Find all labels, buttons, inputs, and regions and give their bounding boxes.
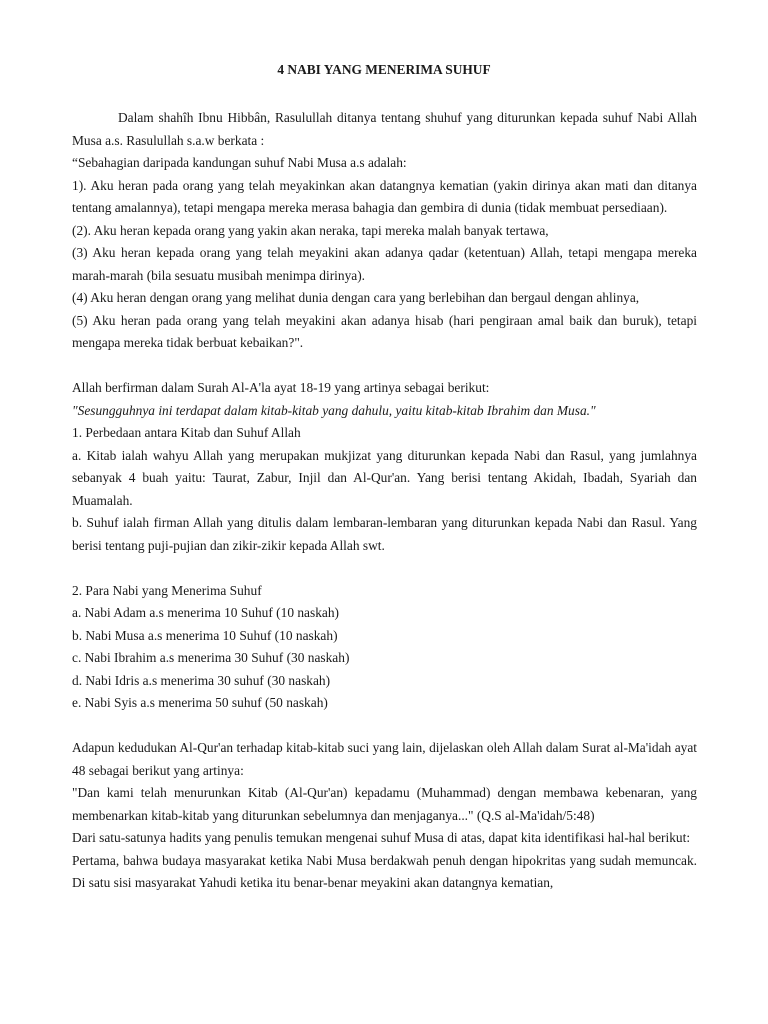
document-body	[72, 107, 697, 895]
firman-intro: Allah berfirman dalam Surah Al-A'la ayat 18-19 yang artinya sebagai berikut:	[72, 380, 490, 395]
musa-point-4: (4) Aku heran dengan orang yang melihat dunia dengan cara yang berlebihan dan bergaul dengan ahlinya,	[72, 290, 640, 305]
intro-paragraph: Dalam shahîh Ibnu Hibbân, Rasulullah ditanya tentang shuhuf yang diturunkan kepada suhuf Nabi Allah Musa a.s. Rasulullah s.a.w berkata :	[72, 110, 697, 148]
quote-opening: “Sebahagian daripada kandungan suhuf Nabi Musa a.s adalah:	[72, 155, 407, 170]
section2-item-c: c. Nabi Ibrahim a.s menerima 30 Suhuf (30 naskah)	[72, 650, 350, 665]
section1-heading: 1. Perbedaan antara Kitab dan Suhuf Allah	[72, 425, 301, 440]
section2-item-b: b. Nabi Musa a.s menerima 10 Suhuf (10 naskah)	[72, 627, 338, 643]
section2-heading: 2. Para Nabi yang Menerima Suhuf	[72, 582, 262, 598]
quran-intro: Adapun kedudukan Al-Qur'an terhadap kitab-kitab suci yang lain, dijelaskan oleh Allah dalam Surat al-Ma'idah ayat 48 sebagai berikut yang artinya:	[72, 740, 697, 778]
spacer	[72, 557, 697, 580]
musa-point-5: (5) Aku heran pada orang yang telah meyakini akan adanya hisab (hari pengiraan amal baik dan buruk), tetapi mengapa mereka tidak berbuat kebaikan?".	[72, 312, 697, 350]
musa-point-3: (3) Aku heran kepada orang yang telah meyakini akan adanya qadar (ketentuan) Allah, tetapi mengapa mereka marah-marah (bila sesuatu musibah menimpa dirinya).	[72, 245, 697, 283]
musa-point-2: (2). Aku heran kepada orang yang yakin akan neraka, tapi mereka malah banyak tertawa,	[72, 222, 549, 238]
quran-quote: "Dan kami telah menurunkan Kitab (Al-Qur'an) kepadamu (Muhammad) dengan membawa kebenaran, yang membenarkan kitab-kitab yang diturunkan sebelumnya dan menjaganya..." (Q.S al-Ma'idah/5:48)	[72, 785, 697, 823]
musa-point-1: 1). Aku heran pada orang yang telah meyakinkan akan datangnya kematian (yakin dirinya akan mati dan ditanya tentang amalannya), tetapi mengapa mereka merasa bahagia dan gembira di dunia (tidak membuat persediaan).	[72, 177, 697, 215]
section1-item-a: a. Kitab ialah wahyu Allah yang merupakan mukjizat yang diturunkan kepada Nabi dan Rasul, yang jumlahnya sebanyak 4 buah yaitu: Taurat, Zabur, Injil dan Al-Qur'an. Yang berisi tentang Akidah, Ibadah, Syariah dan Muamalah.	[72, 447, 697, 508]
section2-item-d: d. Nabi Idris a.s menerima 30 suhuf (30 naskah)	[72, 672, 331, 688]
section2-item-e: e. Nabi Syis a.s menerima 50 suhuf (50 naskah)	[72, 695, 328, 710]
section1-item-b: b. Suhuf ialah firman Allah yang ditulis dalam lembaran-lembaran yang diturunkan kepada Nabi dan Rasul. Yang berisi tentang puji-pujian dan zikir-zikir kepada Allah swt.	[72, 515, 697, 553]
firman-quote: "Sesungguhnya ini terdapat dalam kitab-kitab yang dahulu, yaitu kitab-kitab Ibrahim dan Musa."	[72, 402, 596, 418]
pertama-paragraph: Pertama, bahwa budaya masyarakat ketika Nabi Musa berdakwah penuh dengan hipokritas yang sudah memuncak. Di satu sisi masyarakat Yahudi ketika itu benar-benar meyakini akan datangnya kematian,	[72, 852, 697, 890]
section2-item-a: a. Nabi Adam a.s menerima 10 Suhuf (10 naskah)	[72, 605, 340, 620]
identify-paragraph: Dari satu-satunya hadits yang penulis temukan mengenai suhuf Musa di atas, dapat kita identifikasi hal-hal berikut:	[72, 830, 691, 845]
document-title: 4 NABI YANG MENERIMA SUHUF	[277, 62, 491, 77]
spacer	[72, 355, 697, 378]
spacer	[72, 715, 697, 738]
